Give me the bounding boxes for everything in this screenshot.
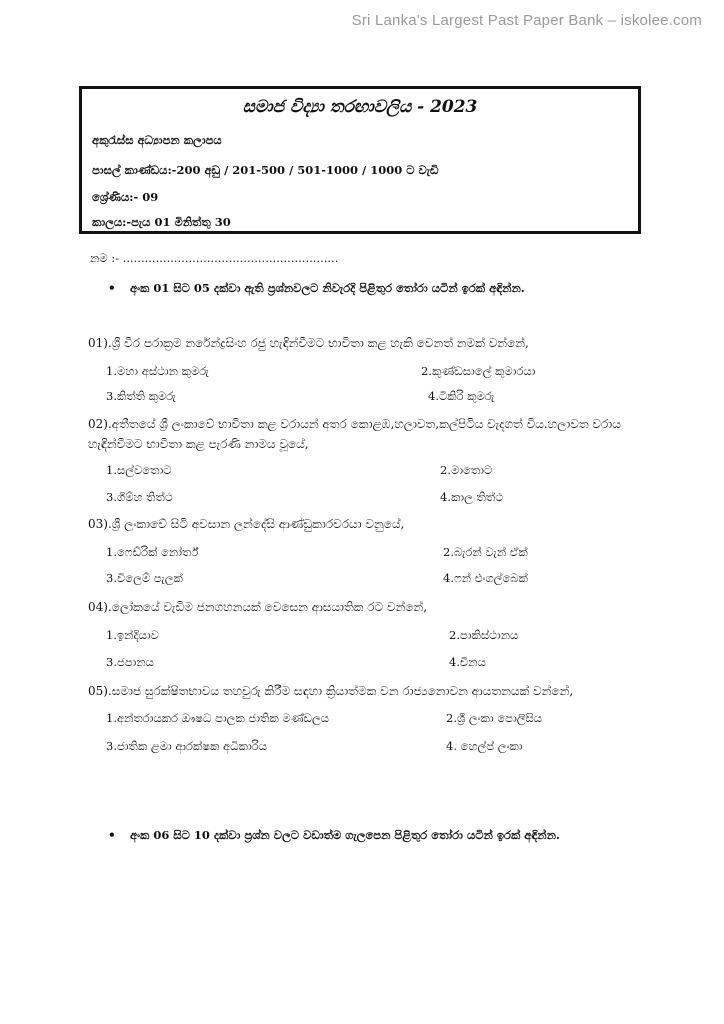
q1-option-3: 3.කිත්ති කුමරු <box>106 389 176 403</box>
q1-option-2: 2.කුණ්ඩසාලේ කුමාරයා <box>421 364 536 378</box>
q1-option-1: 1.මහා අස්ථාන කුමරු <box>106 364 209 378</box>
q5-option-1: 1.අන්තරායකර ඖෂධ පාලක ජාතික මණ්ඩලය <box>106 711 330 725</box>
question-4: 04).ලෝකයේ වැඩිම ජනගහනයක් වෙසෙන ආසයාතික රට වන්නේ, <box>88 600 428 614</box>
question-2: 02).අතීතයේ ශ්‍රී ලංකාවේ භාවිතා කළ වරායන් අතර කොළඹ,හලාවත,කල්පිටිය වැදගත් විය.හලාවත වරාය හැඳින්වීමට භාවිතා කළ පැරණි නාමය වූයේ, <box>88 417 621 451</box>
bullet-icon: • <box>108 828 116 842</box>
q5-option-4: 4. හෙල්ප් ලංකා <box>446 739 523 753</box>
name-field: නම :- ........................................................... <box>90 251 339 265</box>
q3-option-2: 2.බැරන් වැන් ඒක් <box>443 545 528 559</box>
q4-option-3: 3.ජපානය <box>106 655 154 669</box>
q3-option-4: 4.ෆන් එංගල්බෙක් <box>443 571 528 585</box>
q3-option-3: 3.විලෙම් පැලක් <box>106 571 183 585</box>
question-1: 01).ශ්‍රී වීර පරාක්‍රම නරේන්ද්‍රසිංහ රජු හැඳින්වීමට භාවිතා කළ හැකි වෙනත් නමක් වන්නේ, <box>88 336 529 350</box>
watermark: Sri Lanka's Largest Past Paper Bank – iskolee.com <box>351 12 702 29</box>
zone-label: අකුරැස්ස අධ්‍යාපන කලාපය <box>92 133 222 147</box>
q5-option-3: 3.ජාතික ළමා ආරක්ෂක අධිකාරිය <box>106 739 267 753</box>
instruction-2 <box>108 828 560 843</box>
q4-option-4: 4.චීනය <box>449 655 486 669</box>
q4-option-2: 2.පාකිස්ථානය <box>449 628 519 642</box>
question-5: 05).සමාජ සුරක්ෂිතභාවය තහවුරු කිරීම සඳහා ක්‍රියාත්මක වන රාජ්‍යනොවන ආයතනයක් වන්නේ, <box>88 684 574 698</box>
paper-title: සමාජ විද්‍යා තරඟාවලිය - 2023 <box>242 97 478 117</box>
q4-option-1: 1.ඉන්දියාව <box>106 628 159 642</box>
q5-option-2: 2.ශ්‍රී ලංකා පොලිසිය <box>446 711 543 725</box>
grade-label: ශ්‍රේණිය:- 09 <box>92 190 159 204</box>
instruction-text: අංක 01 සිට 05 දක්වා ඇති ප්‍රශ්නවලට නිවැරදි පිළිතුර තෝරා යටින් ඉරක් අඳින්න. <box>130 281 525 295</box>
q2-option-2: 2.මාතොට <box>440 463 493 477</box>
instruction-1 <box>108 281 525 296</box>
q3-option-1: 1.ෆෙඩ්රික් නෝර්ත් <box>106 545 199 559</box>
bullet-icon: • <box>108 281 116 295</box>
header-box <box>79 86 641 234</box>
q1-option-4: 4.ටිකිරි කුමරු <box>428 389 495 403</box>
q2-option-3: 3.ගිම්හ තිත්ථ <box>106 490 173 504</box>
q2-option-1: 1.සල්වතොට <box>106 463 172 477</box>
question-3: 03).ශ්‍රී ලංකාවේ සිටි අවසාන ලන්දේසි ආණ්ඩුකාරවරයා වනුයේ, <box>88 517 405 531</box>
time-label: කාලය:-පැය 01 මිනිත්තු 30 <box>92 215 231 229</box>
q2-option-4: 4.කාල තිත්ථ <box>440 490 503 504</box>
school-group-label: පාසල් කාණ්ඩය:-200 අඩු / 201-500 / 501-1000 / 1000 ට වැඩි <box>92 163 439 177</box>
instruction-text: අංක 06 සිට 10 දක්වා ප්‍රශ්න වලට වඩාත්ම ගැලපෙන පිළිතුර තෝරා යටින් ඉරක් අඳින්න. <box>130 828 560 842</box>
